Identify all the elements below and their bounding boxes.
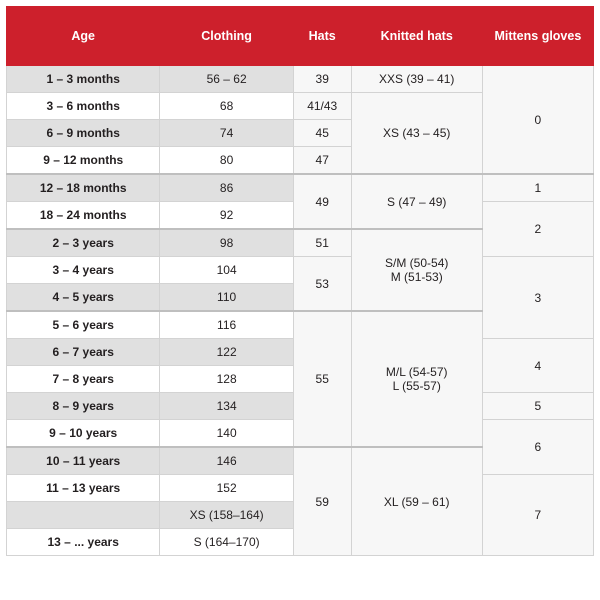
cell-mittens-gloves: 3 [482,257,593,339]
cell-hats: 39 [293,66,351,93]
cell-clothing: 128 [160,366,293,393]
column-header-hats: Hats [293,7,351,66]
cell-hats: 55 [293,311,351,447]
cell-age: 8 – 9 years [7,393,160,420]
cell-knitted-hats: S (47 – 49) [351,174,482,229]
cell-age: 13 – ... years [7,529,160,556]
table-row [7,66,594,93]
cell-age: 11 – 13 years [7,475,160,502]
cell-hats: 49 [293,174,351,229]
cell-clothing: 134 [160,393,293,420]
cell-age: 6 – 9 months [7,120,160,147]
cell-hats: 53 [293,257,351,312]
cell-age: 3 – 4 years [7,257,160,284]
table-row [7,174,594,202]
cell-clothing: S (164–170) [160,529,293,556]
cell-clothing: XS (158–164) [160,502,293,529]
cell-knitted-hats: XL (59 – 61) [351,447,482,556]
cell-mittens-gloves: 0 [482,66,593,175]
cell-age: 2 – 3 years [7,229,160,257]
cell-age: 3 – 6 months [7,93,160,120]
cell-mittens-gloves: 2 [482,202,593,257]
cell-clothing: 86 [160,174,293,202]
cell-age: 12 – 18 months [7,174,160,202]
table-header [7,7,594,66]
cell-clothing: 56 – 62 [160,66,293,93]
size-chart-table [6,6,594,556]
cell-clothing: 92 [160,202,293,230]
cell-hats: 51 [293,229,351,257]
column-header-knitted-hats: Knitted hats [351,7,482,66]
cell-mittens-gloves: 5 [482,393,593,420]
cell-age [7,502,160,529]
table-body [7,66,594,556]
table-row [7,257,594,284]
cell-clothing: 110 [160,284,293,312]
cell-clothing: 146 [160,447,293,475]
cell-clothing: 116 [160,311,293,339]
cell-mittens-gloves: 7 [482,475,593,556]
cell-knitted-hats: XS (43 – 45) [351,93,482,175]
table-header-row [7,7,594,66]
cell-age: 4 – 5 years [7,284,160,312]
cell-knitted-hats: XXS (39 – 41) [351,66,482,93]
column-header-age: Age [7,7,160,66]
cell-age: 9 – 10 years [7,420,160,448]
cell-clothing: 152 [160,475,293,502]
cell-hats: 59 [293,447,351,556]
cell-age: 7 – 8 years [7,366,160,393]
cell-knitted-hats: S/M (50-54) M (51-53) [351,229,482,311]
column-header-mittens-gloves: Mittens gloves [482,7,593,66]
cell-age: 5 – 6 years [7,311,160,339]
cell-knitted-hats: M/L (54-57) L (55-57) [351,311,482,447]
cell-age: 10 – 11 years [7,447,160,475]
cell-clothing: 98 [160,229,293,257]
cell-mittens-gloves: 4 [482,339,593,393]
cell-clothing: 74 [160,120,293,147]
cell-hats: 47 [293,147,351,175]
column-header-clothing: Clothing [160,7,293,66]
cell-mittens-gloves: 1 [482,174,593,202]
cell-age: 6 – 7 years [7,339,160,366]
cell-hats: 45 [293,120,351,147]
cell-age: 18 – 24 months [7,202,160,230]
cell-mittens-gloves: 6 [482,420,593,475]
cell-clothing: 104 [160,257,293,284]
cell-clothing: 80 [160,147,293,175]
cell-clothing: 140 [160,420,293,448]
cell-clothing: 68 [160,93,293,120]
cell-clothing: 122 [160,339,293,366]
cell-age: 1 – 3 months [7,66,160,93]
cell-age: 9 – 12 months [7,147,160,175]
cell-hats: 41/43 [293,93,351,120]
